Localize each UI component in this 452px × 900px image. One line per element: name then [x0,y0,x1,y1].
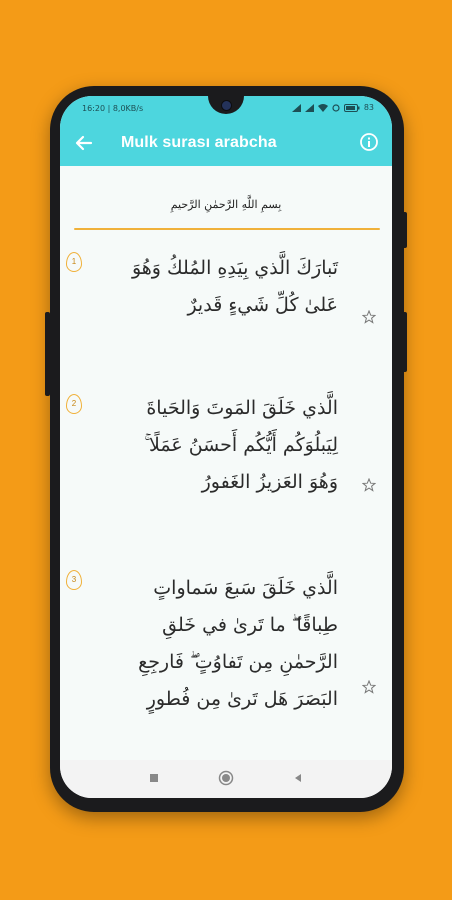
signal-icon [305,104,314,112]
battery-icon [344,104,360,112]
home-button[interactable] [218,770,234,786]
system-nav-bar [60,760,392,798]
power-button [402,312,407,372]
divider [74,228,380,230]
left-button [45,312,50,396]
volume-button [402,212,407,248]
info-button[interactable] [358,131,380,153]
status-icons [292,103,374,112]
ayah-text [98,570,338,718]
info-circle-icon [358,131,380,153]
favorite-star-icon[interactable] [362,680,376,694]
back-nav-button[interactable] [292,772,304,784]
ayah-line: الرَّحمٰنِ مِن تَفاوُتٍ ۖ فَارجِعِ [138,651,338,673]
screen [60,96,392,798]
status-time-speed: 16:20 | 8,0KB/s [82,104,144,113]
bismillah: بِسمِ اللَّهِ الرَّحمٰنِ الرَّحيمِ [170,198,282,211]
ayah-line: عَلىٰ كُلِّ شَيءٍ قَديرٌ [187,294,338,316]
favorite-star-icon[interactable] [362,310,376,324]
ayah-number-badge: 3 [66,570,82,590]
page-title: Mulk surası arabcha [121,134,277,151]
ayah-line: الَّذي خَلَقَ المَوتَ وَالحَياةَ [146,397,338,419]
back-button[interactable] [72,131,96,155]
wifi-icon [318,104,328,112]
ayah-number-badge: 2 [66,394,82,414]
favorite-star-icon[interactable] [362,478,376,492]
ayah-line: البَصَرَ هَل تَرىٰ مِن فُطورٍ [146,688,338,710]
ayah-line: وَهُوَ العَزيزُ الغَفورُ [201,471,338,493]
camera-icon [221,100,232,111]
ayah-line: الَّذي خَلَقَ سَبعَ سَماواتٍ [153,577,338,599]
ayah-line: طِباقًا ۖ ما تَرىٰ في خَلقِ [162,614,338,636]
app-bar [60,120,392,166]
ayah-line: لِيَبلُوَكُم أَيُّكُم أَحسَنُ عَمَلًا ۚ [144,434,338,456]
ayah-text [98,250,338,324]
ayah-line: تَبارَكَ الَّذي بِيَدِهِ المُلكُ وَهُوَ [131,257,338,279]
battery-level: 83 [363,103,374,112]
surah-content[interactable] [60,166,392,760]
ayah-number-badge: 1 [66,252,82,272]
alarm-icon [332,104,340,112]
arrow-left-icon [72,131,96,155]
recent-apps-button[interactable] [148,772,160,784]
signal-icon [292,104,301,112]
ayah-text [98,390,338,501]
